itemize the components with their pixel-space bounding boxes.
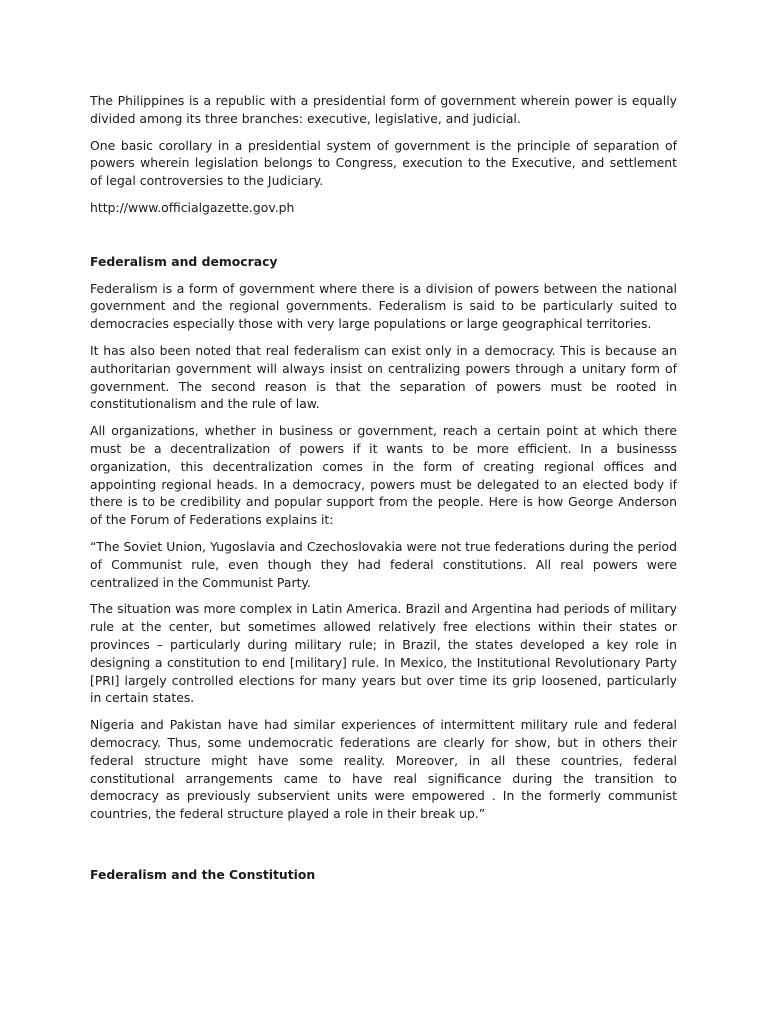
- body-paragraph: All organizations, whether in business or government, reach a certain point at which there must be a decentralization of powers if it wants to be more efficient. In a businesss organization, this decentralization comes in the form of creating regional offices and appointing regional heads. In a democracy, powers must be delegated to an elected body if there is to be credibility and popular support from the people. Here is how George Anderson of the Forum of Federations explains it:: [90, 423, 677, 528]
- source-url: http://www.officialgazette.gov.ph: [90, 199, 295, 215]
- document-page: [90, 92, 677, 893]
- quote-paragraph: The situation was more complex in Latin America. Brazil and Argentina had periods of military rule at the center, but sometimes allowed relatively free elections within their states or provinces – particularly during military rule; in Brazil, the states developed a key role in designing a constitution to end [military] rule. In Mexico, the Institutional Revolutionary Party [PRI] largely controlled elections for many years but over time its grip loosened, particularly in certain states.: [90, 601, 677, 706]
- intro-paragraph-2: One basic corollary in a presidential system of government is the principle of separation of powers wherein legislation belongs to Congress, execution to the Executive, and settlement of legal controversies to the Judiciary.: [90, 137, 677, 189]
- quote-paragraph: “The Soviet Union, Yugoslavia and Czechoslovakia were not true federations during the period of Communist rule, even though they had federal constitutions. All real powers were centralized in the Communist Party.: [90, 538, 677, 590]
- section-heading-federalism-democracy: Federalism and democracy: [90, 253, 278, 269]
- body-paragraph: Federalism is a form of government where there is a division of powers between the national government and the regional governments. Federalism is said to be particularly suited to democracies especially those with very large populations or large geographical territories.: [90, 280, 677, 332]
- section-heading-federalism-constitution: Federalism and the Constitution: [90, 866, 316, 882]
- intro-paragraph-1: The Philippines is a republic with a presidential form of government wherein power is equally divided among its three branches: executive, legislative, and judicial.: [90, 93, 677, 126]
- body-paragraph: It has also been noted that real federalism can exist only in a democracy. This is because an authoritarian government will always insist on centralizing powers through a unitary form of government. The second reason is that the separation of powers must be rooted in constitutionalism and the rule of law.: [90, 342, 677, 412]
- section-spacer: [90, 217, 677, 253]
- section-spacer: [90, 832, 677, 866]
- quote-paragraph: Nigeria and Pakistan have had similar experiences of intermittent military rule and federal democracy. Thus, some undemocratic federations are clearly for show, but in others their federal structure might have some reality. Moreover, in all these countries, federal constitutional arrangements came to have real significance during the transition to democracy as previously subservient units were empowered . In the formerly communist countries, the federal structure played a role in their break up.”: [90, 717, 677, 822]
